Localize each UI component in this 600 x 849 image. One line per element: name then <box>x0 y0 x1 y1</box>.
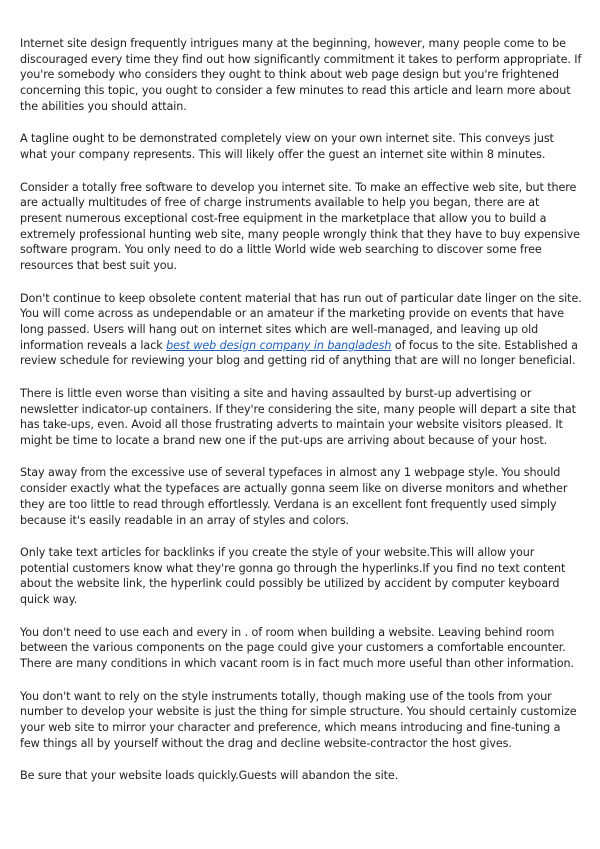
paragraph-tagline: A tagline ought to be demonstrated completely view on your own internet site. This conveys just what your company represents. This will likely offer the guest an internet site within 8 minutes. <box>20 132 554 162</box>
paragraph-backlinks: Only take text articles for backlinks if you create the style of your website.This will allow your potential customers know what they're gonna go through the hyperlinks.If you find no text content about the website link, the hyperlink could possibly be utilized by accident by computer keyboard quick way. <box>20 546 566 607</box>
article-body <box>20 36 583 801</box>
paragraph-intro: Internet site design frequently intrigues many at the beginning, however, many people come to be discouraged every time they find out how significantly commitment it takes to perform appropriate. If you're somebody who considers they ought to think about web page design but you're frightened concerning this topic, you ought to consider a few minutes to read this article and learn more about the abilities you should attain. <box>20 37 582 113</box>
paragraph-free-software: Consider a totally free software to develop you internet site. To make an effective web site, but there are actually multitudes of free of charge instruments available to help you began, there are at present numerous exceptional cost-free equipment in the marketplace that allow you to build a extremely professional hunting web site, many people wrongly think that they have to buy expensive software program. You only need to do a little World wide web searching to discover some free resources that best suit you. <box>20 180 580 273</box>
paragraph-text-before-link: Don't continue to keep obsolete content material that has run out of particular date linger on the site. You will come across as undependable or an amateur if the marketing provide on events that have long passed. Users will hang out on internet sites which are well-managed, and leaving up old information reveals a lack <box>20 291 582 352</box>
paragraph-load-quickly: Be sure that your website loads quickly.Guests will abandon the site. <box>20 769 399 783</box>
best-web-design-link[interactable]: best web design company in bangladesh <box>166 338 392 352</box>
paragraph-popups: There is little even worse than visiting a site and having assaulted by burst-up advertising or newsletter indicator-up containers. If they're considering the site, many people will depart a site that has take-ups, even. Avoid all those frustrating adverts to maintain your website visitors pleased. It might be time to locate a brand new one if the put-ups are arriving about because of your host. <box>20 386 576 447</box>
paragraph-typefaces: Stay away from the excessive use of several typefaces in almost any 1 webpage style. You should consider exactly what the typefaces are actually gonna seem like on diverse monitors and whether they are too little to read through effortlessly. Verdana is an excellent font frequently used simply because it's easily readable in an array of styles and colors. <box>20 466 568 527</box>
paragraph-whitespace: You don't need to use each and every in . of room when building a website. Leaving behind room between the various components on the page could give your customers a comfortable encounter. There are many conditions in which vacant room is in fact much more useful than other information. <box>20 625 574 671</box>
paragraph-obsolete-content <box>20 291 583 370</box>
paragraph-style-instruments: You don't want to rely on the style instruments totally, though making use of the tools from your number to develop your website is just the thing for simple structure. You should certainly customize your web site to mirror your character and preference, which means introducing and fine-tuning a few things all by yourself without the drag and decline website-contractor the host gives. <box>20 689 577 750</box>
paragraph-text-after-link: of focus to the site. Established a review schedule for reviewing your blog and getting rid of anything that are will no longer beneficial. <box>20 338 578 368</box>
